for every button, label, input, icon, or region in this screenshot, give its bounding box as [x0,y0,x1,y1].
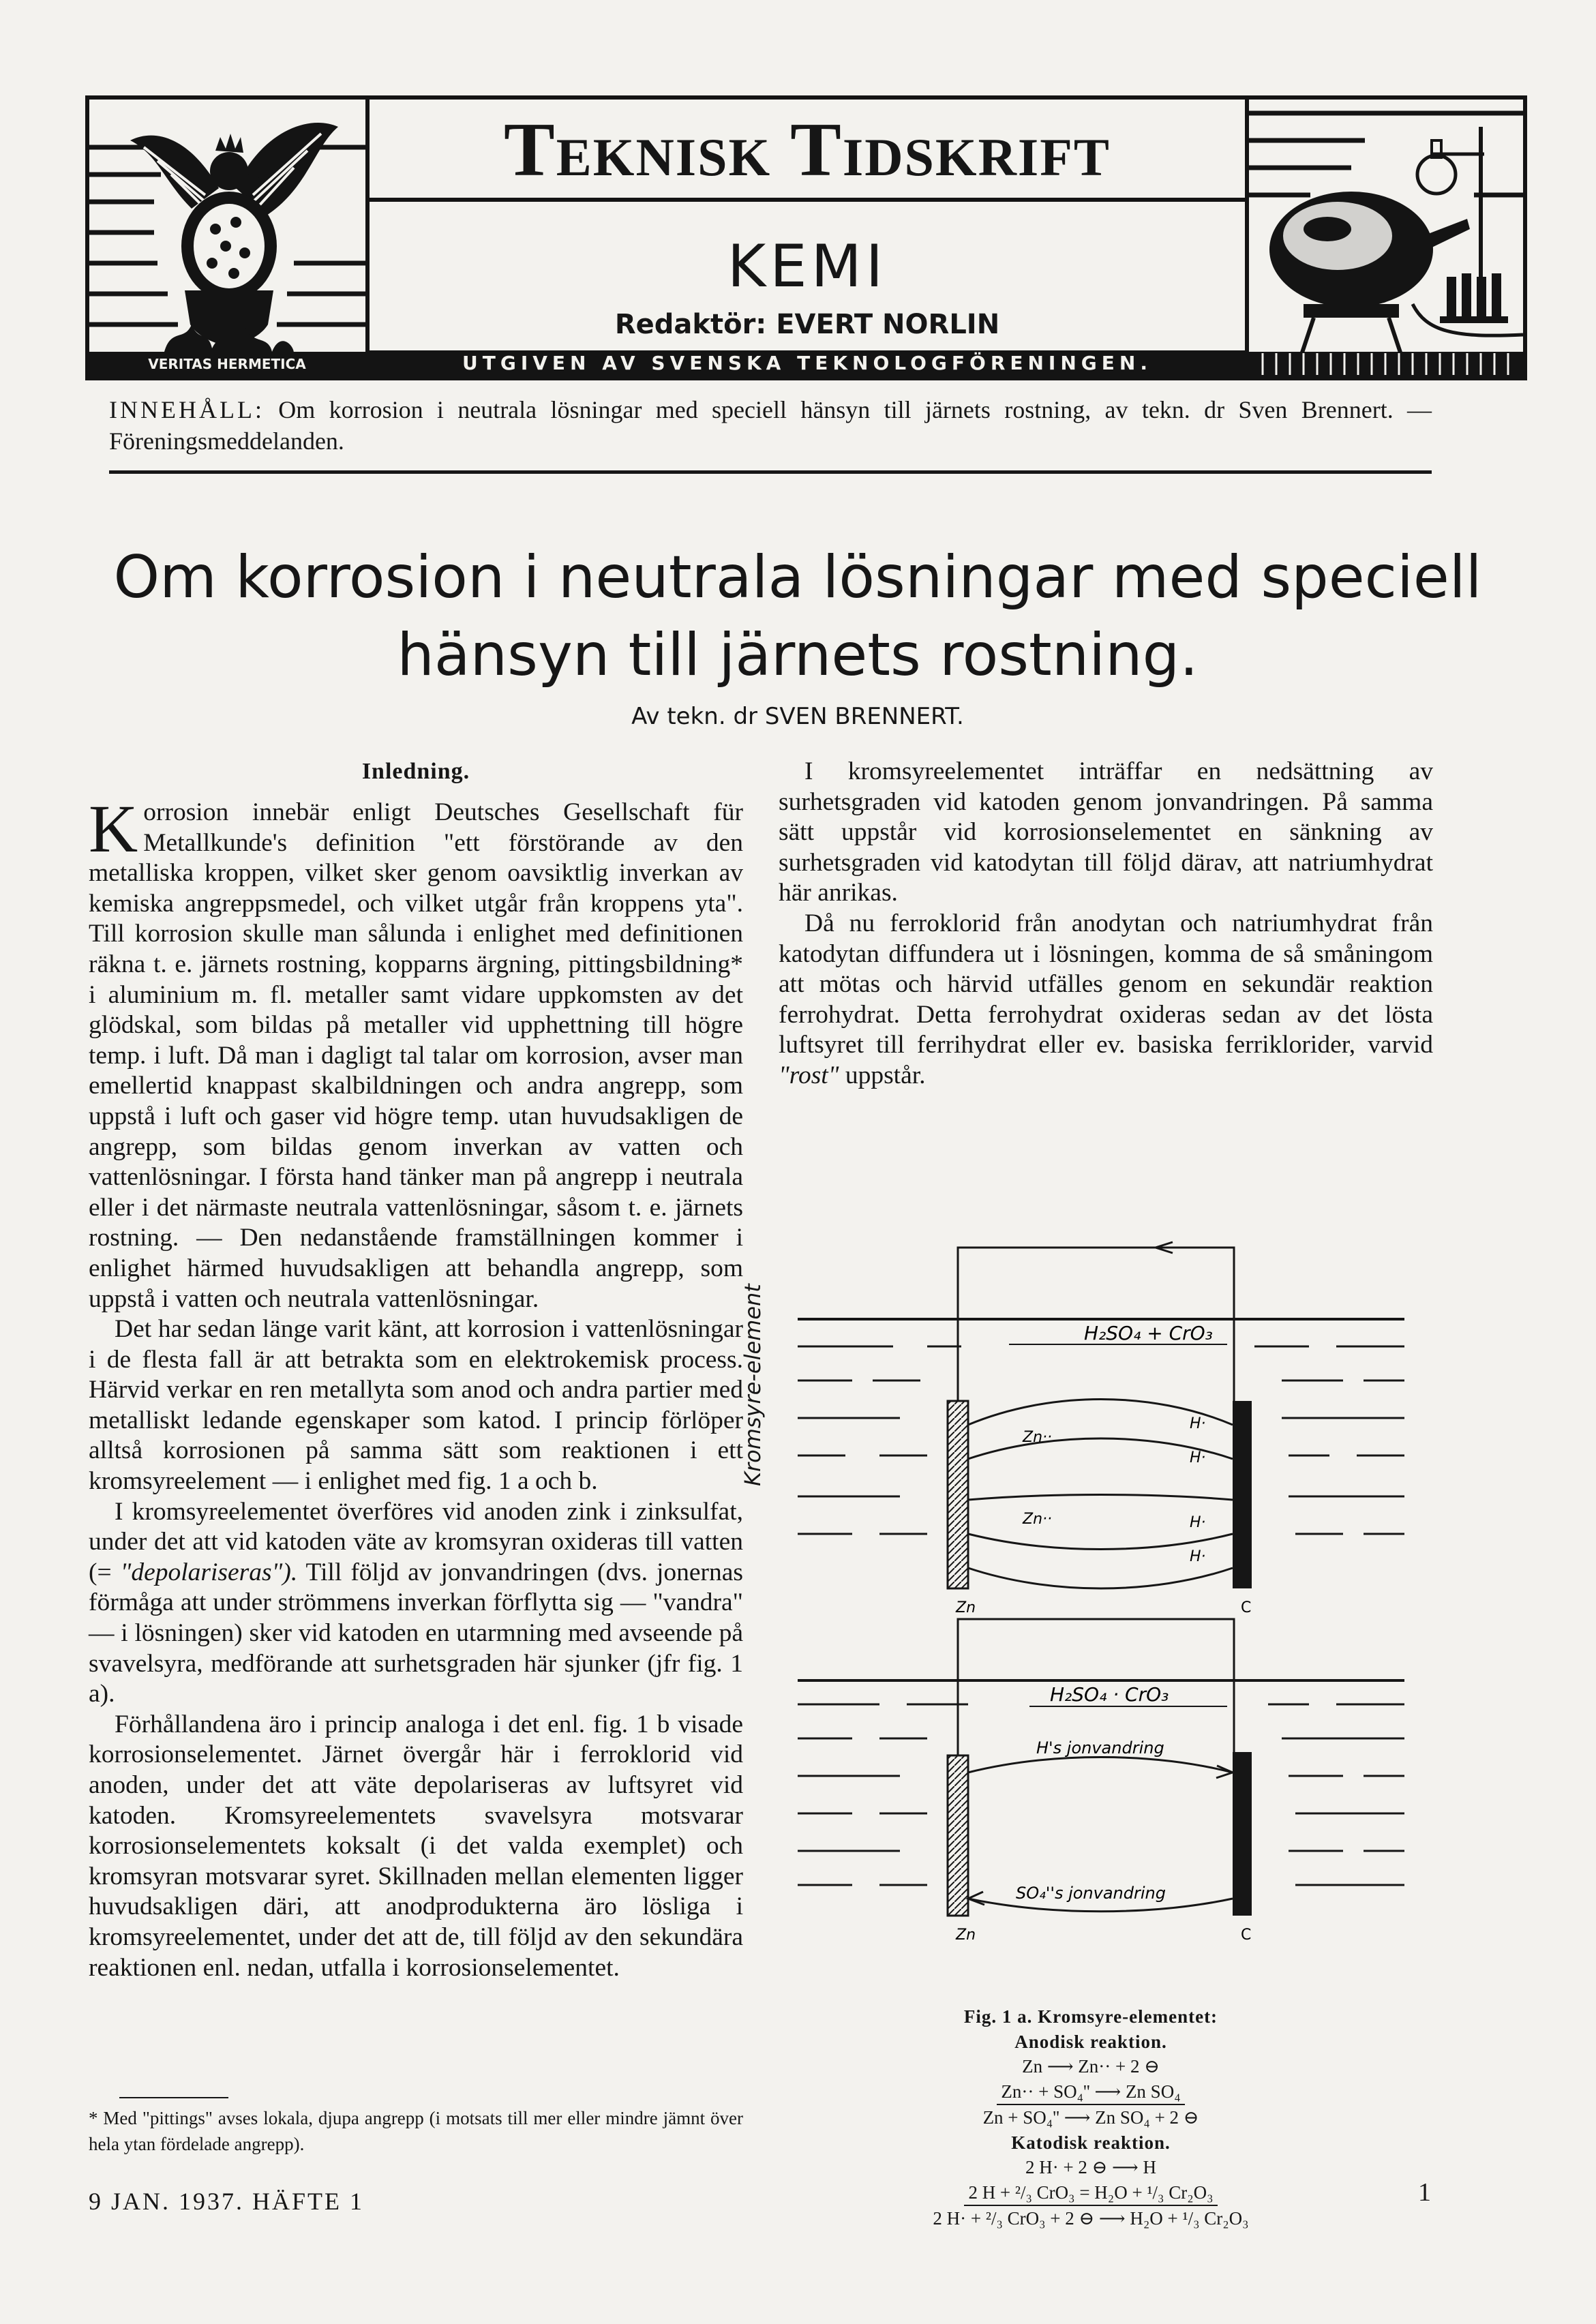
cathodic-line-1: 2 H· + 2 ⊖ ⟶ H [1025,2157,1157,2177]
contents-text: Om korrosion i neutrala lösningar med speciell hänsyn till järnets rostning, av tekn. dr Sven Brennert. — Föreningsmeddelanden. [109,396,1432,455]
masthead-center [365,100,1249,376]
figure-caption [845,2004,1336,2231]
byline-prefix: Av tekn. dr [631,703,757,730]
laboratory-glassware-icon [1249,100,1523,376]
section-heading: Inledning. [361,759,470,784]
zinc-ion-label: Zn·· [1023,1511,1053,1528]
carbon-electrode [1233,1401,1252,1588]
footnote: * Med "pittings" avses lokala, djupa angrepp (i motsats till mer eller mindre jämnt över hela ytan fördelade angrepp). [89,2108,743,2154]
chromic-acid-cell-diagram [764,1227,1445,2011]
cell-bottom [798,1619,1404,1944]
left-column [89,757,743,1983]
anodic-heading: Anodisk reaktion. [1014,2031,1167,2052]
dateline: 9 JAN. 1937. HÄFTE 1 [89,2188,365,2215]
liquid-lines [798,1704,1404,1885]
caption-title: Fig. 1 a. Kromsyre-elementet: [963,2006,1218,2027]
arrow-right-icon [1216,1766,1233,1778]
hydrogen-ion-label: H· [1190,1548,1206,1565]
publisher-banner: UTGIVEN AV SVENSKA TEKNOLOGFÖRENINGEN. [370,350,1245,376]
paragraph-3 [89,1497,743,1710]
zinc-electrode [948,1755,968,1916]
paragraph-5: I kromsyreelementet inträffar en nedsättning av surhetsgraden vid katoden genom jonvandringen. På samma sätt uppstår vid korrosionselementet en sänkning av surhetsgraden vid katodytan till följd därav, att natriumhydrat här anrikas. [779,757,1433,907]
zinc-electrode [948,1401,968,1588]
zinc-electrode-label: Zn [956,1927,976,1944]
anodic-line-1: Zn ⟶ Zn·· + 2 ⊖ [1022,2056,1160,2077]
cathodic-line-2: 2 H + ²/₃ CrO₃ = H₂O + ¹/₃ Cr₂O₃ [964,2180,1217,2207]
right-column [779,757,1433,1091]
paragraph-6-italic: "rost" [779,1061,839,1089]
paragraph-6-text-b: uppstår. [845,1061,926,1089]
section-title: KEMI [727,232,888,301]
editor-line: Redaktör: EVERT NORLIN [614,309,1000,340]
paragraph-6-text-a: Då nu ferroklorid från anodytan och natriumhydrat från katodytan diffundera ut i lösningen, komma de så småningom att mötas och härvid utfälles genom en sekundär reaktion ferrohydrat. Detta ferrohydrat oxideras sedan av det lösta luftsyret till ferrihydrat eller ev. basiska ferriklorider, varvid [779,909,1433,1059]
anodic-line-3: Zn + SO₄'' ⟶ Zn SO₄ + 2 ⊖ [982,2107,1199,2128]
arrow-left-icon [968,1892,984,1905]
byline [95,702,1500,731]
table-of-contents [109,394,1432,457]
cell-top [798,1242,1404,1616]
page-number: 1 [1418,2178,1431,2207]
h-migration-line [968,1757,1233,1773]
hydrogen-ion-label: H· [1190,1449,1206,1466]
paragraph-3-text-b: Till följd av jonvandringen (dvs. jonernas förmåga att under strömmens inverkan förflytta sig — "vandra" — i lösningen) sker vid katoden en utarmning med avseende på svavelsyra, medförande att surhetsgraden här sjunker (jfr fig. 1 a). [89,1558,743,1708]
top-solution-label: H₂SO₄ + CrO₃ [1084,1322,1213,1344]
h-migration-label: H's jonvandring [1036,1738,1164,1757]
so4-migration-label: SO₄''s jonvandring [1016,1884,1166,1903]
cathodic-line-3: 2 H· + ²/₃ CrO₃ + 2 ⊖ ⟶ H₂O + ¹/₃ Cr₂O₃ [933,2208,1249,2229]
paragraph-1 [89,791,743,1314]
contents-label: INNEHÅLL: [109,396,265,423]
masthead-divider [370,198,1245,202]
cathodic-heading: Katodisk reaktion. [1011,2132,1171,2153]
article-title [95,539,1500,694]
eagle-emblem-icon [89,100,365,376]
figure-side-label: Kromsyre-element [740,1284,766,1486]
paragraph-1-text: orrosion innebär enligt Deutsches Gesellschaft für Metallkunde's definition "ett förstörande av den metalliska kroppen, vilket sker genom oavsiktlig inverkan av kemiska angreppsmedel, och vilket utgår från kroppens yta". Till korrosion skulle man sålunda i enlighet med definitionen räkna t. e. järnets rostning, kopparns ärgning, pittingsbildning* i aluminium m. fl. metaller samt vidare uppkomsten av det glödskal, som bildas på metaller vid upphettning till högre temp. i luft. Då man i dagligt tal talar om korrosion, avser man emellertid knappast skalbildningen och andra angrepp, som uppstå i luft och gaser vid högre temp. utan huvudsakligen de angrepp, som bildas genom inverkan av vatten och vattenlösningar. I första hand tänker man på angrepp i neutrala eller i det närmaste neutrala vattenlösningar, såsom t. e. järnets rostning. — Den nedanstående framställningen kommer i enlighet härmed huvudsakligen att behandla angrepp, som uppstå i vatten och neutrala vattenlösningar. [89,798,743,1313]
zinc-electrode-label: Zn [956,1599,976,1616]
article-title-line-2: hänsyn till järnets rostning. [397,621,1199,689]
carbon-electrode-label: C [1241,1927,1252,1944]
anodic-line-2: Zn·· + SO₄'' ⟶ Zn SO₄ [997,2079,1184,2106]
zinc-ion-label: Zn·· [1023,1429,1053,1446]
emblem-motto: VERITAS HERMETICA [148,356,306,372]
liquid-lines [798,1346,1404,1534]
hydrogen-ion-label: H· [1190,1514,1206,1531]
author-name: SVEN BRENNERT. [764,703,964,730]
header-rule [109,470,1432,474]
paragraph-2: Det har sedan länge varit känt, att korrosion i vattenlösningar i de flesta fall är att betrakta som en elektrokemisk process. Härvid verkar en ren metallyta som anod och andra partier med metalliskt ledande egenskaper som katod. I princip förlöper alltså korrosionen på samma sätt som reaktionen i ett kromsyreelement — i enlighet med fig. 1 a och b. [89,1315,743,1496]
masthead [85,95,1527,380]
carbon-electrode [1233,1752,1252,1916]
paragraph-3-italic: "depolariseras"). [120,1558,298,1586]
paragraph-4: Förhållandena äro i princip analoga i det enl. fig. 1 b visade korrosionselementet. Järnet övergår här i ferroklorid vid anoden, under det att väte depolariseras av luftsyret vid katoden. Kromsyreelementets svavelsyra motsvarar korrosionselementets koksalt (i det valda exemplet) och kromsyran motsvarar syret. Skillnaden mellan elementen ligger huvudsakligen däri, att anodprodukterna äro lösliga i kromsyreelementet, under det att de, till följd av den sekundära reaktionen enl. nedan, utfalla i korrosionselementet. [89,1710,743,1982]
journal-title: Teknisk Tidskrift [504,108,1111,192]
paragraph-6 [779,909,1433,1091]
bottom-solution-label: H₂SO₄ · CrO₃ [1050,1683,1169,1706]
paragraph-3-text-a: I kromsyreelementet överföres vid anoden zink i zinksulfat, under det att vid katoden väte av kromsyran oxideras till vatten (= [89,1497,743,1586]
hydrogen-ion-label: H· [1190,1415,1206,1432]
drop-cap: K [89,791,138,866]
carbon-electrode-label: C [1241,1599,1252,1616]
footnote-rule [119,2097,228,2098]
article-title-line-1: Om korrosion i neutrala lösningar med speciell [113,543,1482,612]
